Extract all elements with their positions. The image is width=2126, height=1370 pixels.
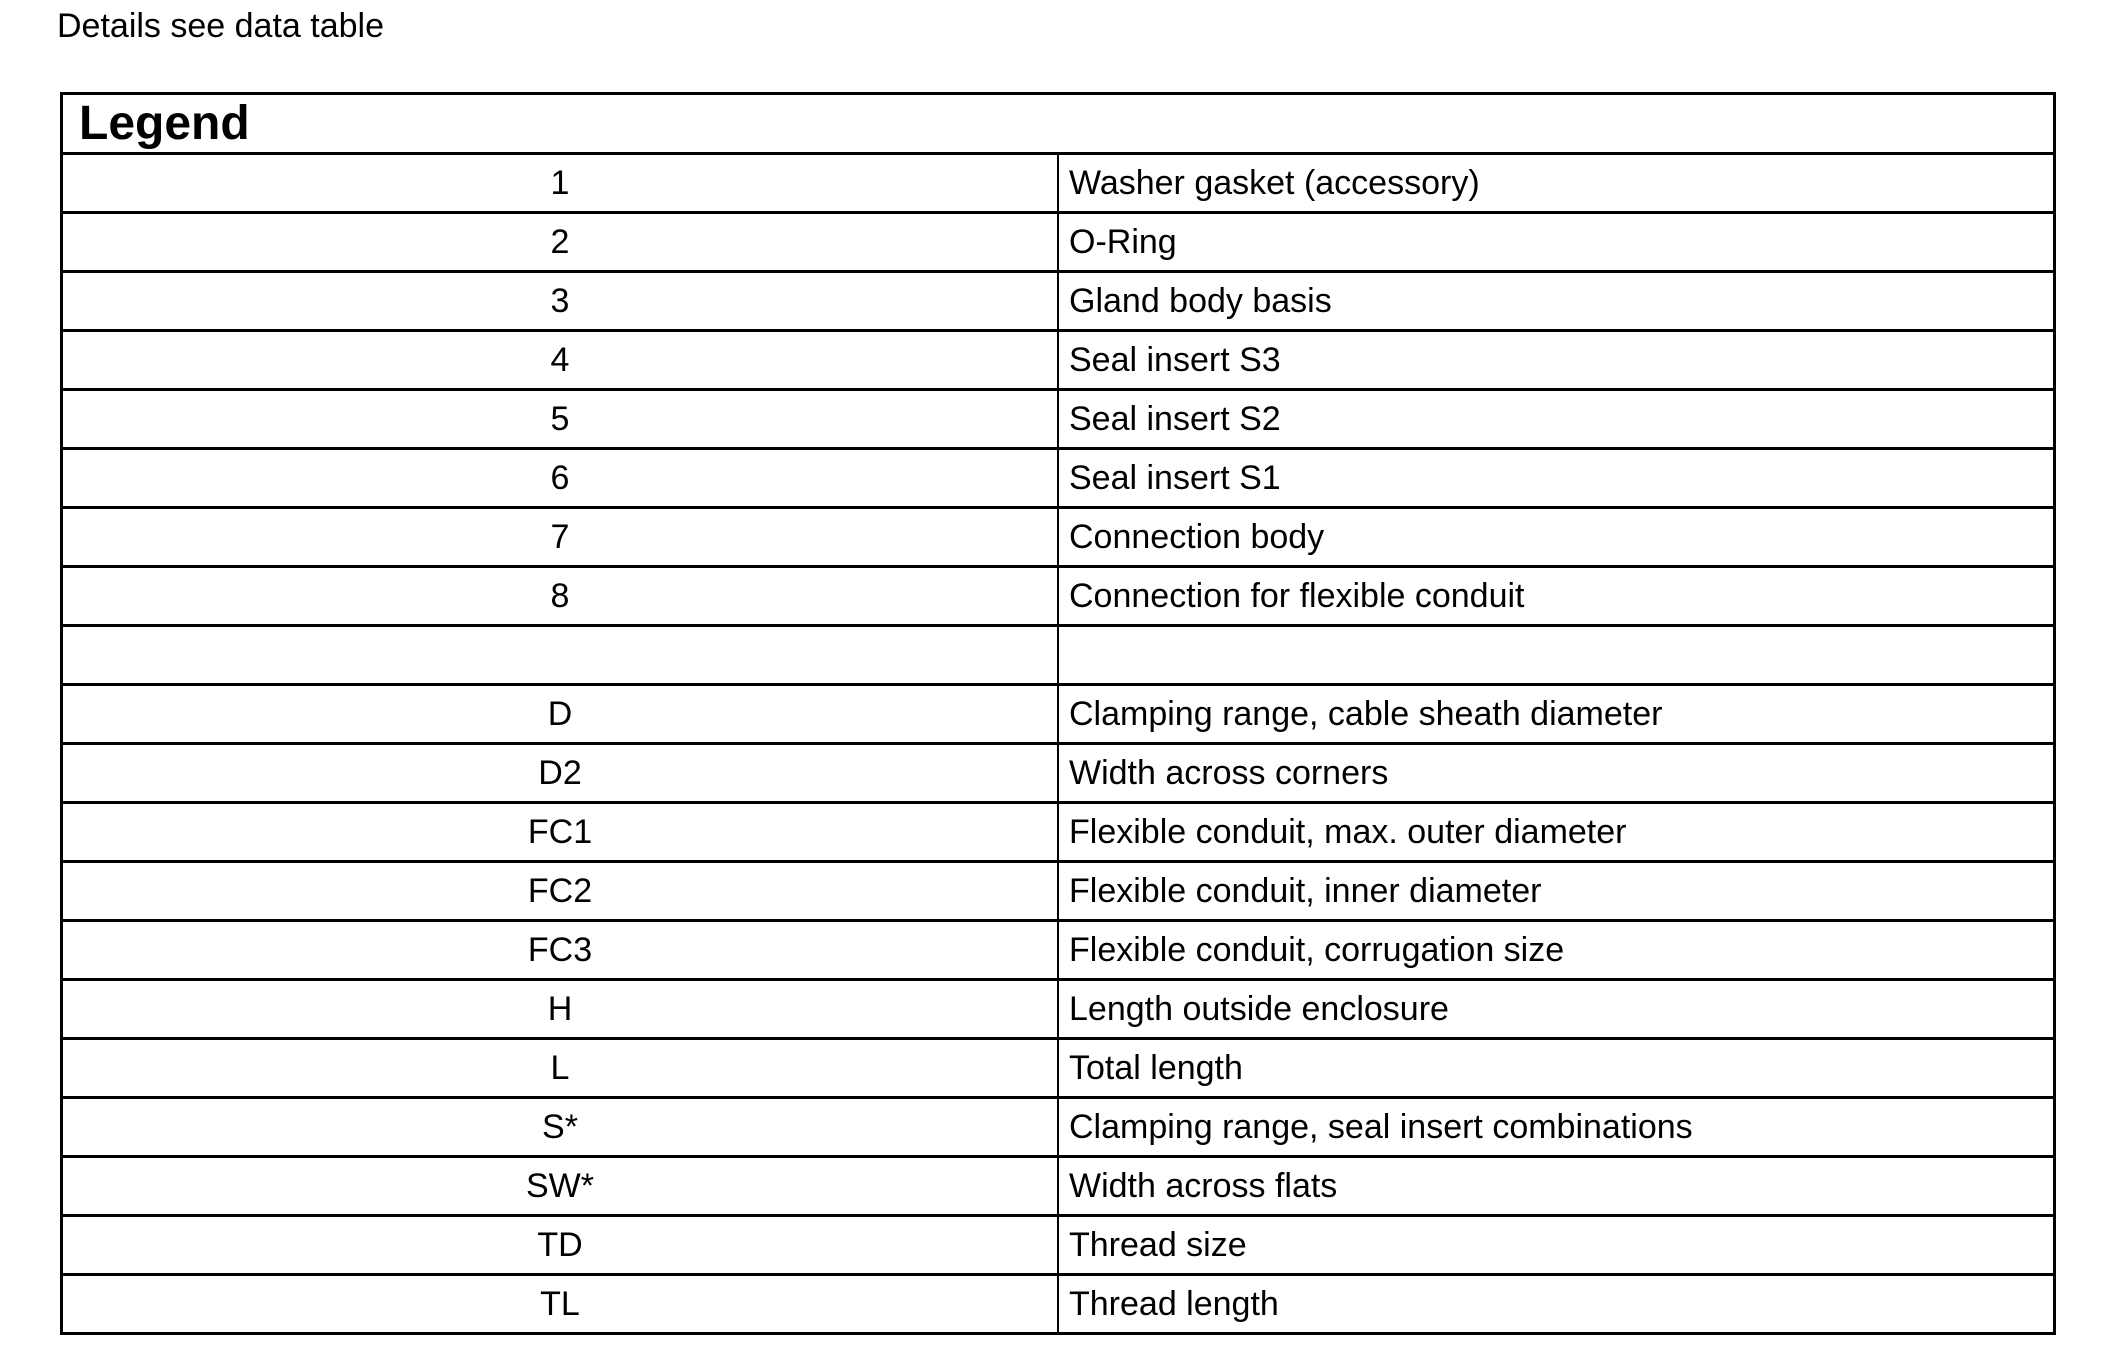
legend-key: 2 — [62, 213, 1059, 272]
legend-key: FC1 — [62, 803, 1059, 862]
legend-title: Legend — [62, 94, 2055, 154]
legend-description: Connection body — [1058, 508, 2055, 567]
legend-key: 7 — [62, 508, 1059, 567]
table-row — [62, 803, 2055, 862]
legend-key: TL — [62, 1275, 1059, 1334]
table-row — [62, 980, 2055, 1039]
legend-key: 6 — [62, 449, 1059, 508]
legend-key: 3 — [62, 272, 1059, 331]
legend-key: 8 — [62, 567, 1059, 626]
legend-description: Length outside enclosure — [1058, 980, 2055, 1039]
legend-description: Thread size — [1058, 1216, 2055, 1275]
legend-description: Seal insert S3 — [1058, 331, 2055, 390]
legend-key: 4 — [62, 331, 1059, 390]
table-row — [62, 331, 2055, 390]
table-row — [62, 1098, 2055, 1157]
table-row — [62, 1157, 2055, 1216]
legend-key: FC2 — [62, 862, 1059, 921]
table-row — [62, 1039, 2055, 1098]
table-row — [62, 154, 2055, 213]
legend-key: 1 — [62, 154, 1059, 213]
legend-description: Thread length — [1058, 1275, 2055, 1334]
legend-key: SW* — [62, 1157, 1059, 1216]
legend-table-body — [62, 154, 2055, 1334]
legend-description — [1058, 626, 2055, 685]
table-row — [62, 862, 2055, 921]
legend-description: Connection for flexible conduit — [1058, 567, 2055, 626]
legend-description: Clamping range, cable sheath diameter — [1058, 685, 2055, 744]
table-row — [62, 1275, 2055, 1334]
legend-table — [60, 92, 2056, 1335]
table-row — [62, 508, 2055, 567]
legend-description: Clamping range, seal insert combinations — [1058, 1098, 2055, 1157]
table-row — [62, 1216, 2055, 1275]
table-row — [62, 449, 2055, 508]
legend-key — [62, 626, 1059, 685]
details-note: Details see data table — [57, 7, 384, 45]
table-row — [62, 272, 2055, 331]
legend-description: Width across flats — [1058, 1157, 2055, 1216]
legend-key: 5 — [62, 390, 1059, 449]
legend-key: TD — [62, 1216, 1059, 1275]
table-row — [62, 744, 2055, 803]
table-row — [62, 213, 2055, 272]
legend-description: Seal insert S1 — [1058, 449, 2055, 508]
table-row — [62, 921, 2055, 980]
legend-description: Width across corners — [1058, 744, 2055, 803]
table-row — [62, 390, 2055, 449]
legend-key: FC3 — [62, 921, 1059, 980]
table-row — [62, 685, 2055, 744]
legend-key: H — [62, 980, 1059, 1039]
table-row — [62, 567, 2055, 626]
legend-description: Total length — [1058, 1039, 2055, 1098]
legend-description: Flexible conduit, inner diameter — [1058, 862, 2055, 921]
legend-description: Flexible conduit, corrugation size — [1058, 921, 2055, 980]
legend-description: Seal insert S2 — [1058, 390, 2055, 449]
legend-description: Washer gasket (accessory) — [1058, 154, 2055, 213]
legend-key: D2 — [62, 744, 1059, 803]
legend-description: Flexible conduit, max. outer diameter — [1058, 803, 2055, 862]
legend-key: S* — [62, 1098, 1059, 1157]
legend-description: Gland body basis — [1058, 272, 2055, 331]
legend-key: D — [62, 685, 1059, 744]
legend-description: O-Ring — [1058, 213, 2055, 272]
legend-key: L — [62, 1039, 1059, 1098]
table-row — [62, 626, 2055, 685]
legend-header-row — [62, 94, 2055, 154]
legend-table-head — [62, 94, 2055, 154]
